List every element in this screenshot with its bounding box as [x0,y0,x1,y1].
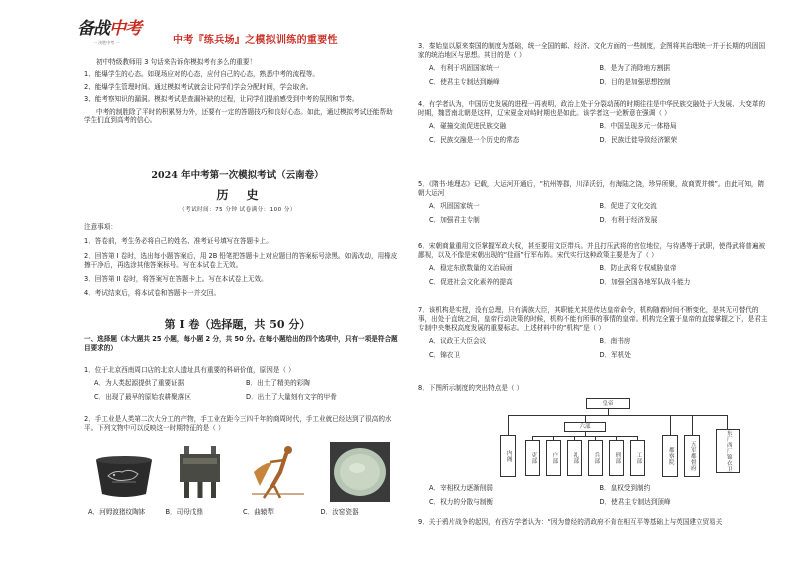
question-stem: 9．关于鸦片战争的起因，有西方学者认为：“因为曾经的清政府不肯在相互平等基础上与英国建立贸易关 [418,518,723,526]
notes-section [84,223,398,304]
question-stem: 3．秦始皇以原来秦国的制度为基础，统一全国的邮、经济、文化方面的一些制度，企图将其治理统一并于长期的巩固国家的统治地区与思想。其目的是（ ） [418,42,766,59]
intro-lead: 初中特级教师用 3 句话来告诉你模拟考有多么的重要！ [96,58,257,66]
intro-item: 1、能爆学生的心态。如现场应对的心态，应付自己的心态，熟悉中考的流程等。 [84,70,319,79]
diagram-connector [670,415,671,435]
option-c[interactable]: C．促进社会文化素养的提高 [429,277,513,286]
bronze-ding-image [174,442,226,502]
question-8 [418,384,770,396]
option-a[interactable]: A．碰撞交流促进民族交融 [429,121,507,130]
option-b[interactable]: B．促进了文化交流 [599,201,657,210]
option-c[interactable]: C．锦衣卫 [429,350,460,359]
option-d[interactable]: D．出土了大量刻有文字的甲骨 [246,392,337,401]
option-d[interactable]: D．目的是加强思想控制 [599,77,671,86]
option-b[interactable]: B．南书房 [599,336,631,345]
option-a[interactable]: A．议政王大臣会议 [429,336,487,345]
diagram-box-ministry: 工部 [630,440,645,476]
logo-subtitle: 一 决胜中考 一 [93,40,120,45]
option-b[interactable]: B．中国呈现多元一体格局 [599,121,677,130]
option-a[interactable]: A．河姆渡猪纹陶钵 [88,508,146,516]
option-b[interactable]: B．司母戊鼎 [165,508,203,516]
exam-meta: （考试时间：75 分钟 试卷满分：100 分） [179,207,296,213]
section-title: 第 I 卷（选择题，共 50 分） [164,318,311,331]
question-9 [418,518,770,530]
diagram-box-emperor: 皇帝 [586,398,630,409]
question-2-images [92,442,392,504]
option-d[interactable]: D．加强全国各地军队战斗能力 [599,277,691,286]
diagram-box-ministry: 兵部 [588,440,603,476]
option-c[interactable]: C．民族交融是一个历史的常态 [429,135,520,144]
exam-title: 2024 年中考第一次模拟考试（云南卷） [151,170,324,181]
notes-item: 1．答卷前，考生务必将自己的姓名、准考证号填写在答题卡上。 [84,237,273,246]
question-5 [418,180,770,230]
question-3 [418,42,770,92]
diagram-box-ministry: 礼部 [567,440,582,476]
question-options [418,202,770,230]
question-options [418,484,770,512]
option-a[interactable]: A．稳定东欧数量的文治局面 [429,263,513,272]
option-d[interactable]: D．汝窑瓷器 [320,508,359,516]
logo-text-black: 备战 [77,19,109,39]
option-d[interactable]: D．有利于经济发展 [599,215,658,224]
logo-text [77,18,141,41]
diagram-connector [508,415,728,416]
question-stem: 2．手工业是人类第二次大分工的产物，手工业在距今三四千年的商周时代，手工业就已经达到了很高的水平。下列文物中可以反映这一时期特征的是（ ） [84,415,392,432]
option-c[interactable]: C．使君主专制达到巅峰 [429,77,500,86]
intro-section [84,58,398,129]
question-8-options [418,484,770,512]
diagram-connector [585,415,586,422]
option-d[interactable]: D．民族迁徙导致经济繁荣 [599,135,678,144]
diagram-connector [532,436,638,437]
option-c[interactable]: C．出现了最早的原始农耕聚落区 [94,392,191,401]
intro-item: 2、能爆学生管理时间。通过模拟考试就会让同学们学会分配时间，学会取舍。 [84,82,313,91]
diagram-box-secret-police: 东厂西厂锦衣卫 [716,429,740,473]
notes-item: 3．回答第 II 卷时，将答案写在答题卡上。写在本试卷上无效。 [84,275,268,284]
curved-plough-image [250,442,308,502]
celadon-porcelain-image [330,442,390,502]
logo-text-red: 中考 [109,19,141,39]
diagram-connector [727,415,728,429]
option-a[interactable]: A．为人类起源提供了重要证据 [94,378,185,387]
question-options [84,379,398,407]
diagram-box-cabinet: 内阁 [500,435,516,477]
question-stem: 6．宋朝商量重用文臣掌握军政大权，甚至要用文臣带兵。并且打压武将的官位地位，与待遇等于武职，使得武将普遍被鄙视，以及不像是宋朝出现的“佳画”行军布阵。宋代实行这种政策主要是为了（ ） [418,242,766,259]
diagram-connector [692,415,693,435]
option-b[interactable]: B．是为了消除地方割据 [599,63,670,72]
option-c[interactable]: C．曲辕犁 [243,508,274,516]
option-d[interactable]: D．军机处 [599,350,631,359]
option-d[interactable]: D．使君主专制达到顶峰 [599,497,671,506]
question-2 [84,415,398,433]
question-stem: 8．下图所示制度的突出特点是（ ） [418,384,524,392]
diagram-box-ministry: 户部 [546,440,561,476]
question-options [418,122,770,150]
question-stem: 4．有学者认为，中国历史发展的进程一再表明，政治上处于分裂动荡的时期往往是中华民族交融处于大发展、大变革的时期，魏晋南北朝是这样，辽宋夏金对峙时期也是如此。该学者这一论断意在强调（ ） [418,100,766,117]
option-a[interactable]: A．宰相权力逐渐削弱 [429,484,493,492]
question-2-options [84,508,398,517]
notes-heading: 注意事项： [84,223,117,231]
question-stem: 5．《隋书·地理志》记载，大运河开通后，“杭州等郡，川泽沃衍，有海陆之饶，珍异所聚，故商贾并辏”。由此可知，隋朝大运河 [418,180,765,197]
intro-closing: 中考的制胜除了平时的积累努力外，还要有一定的答题技巧和良好心态。如此，通过模拟考试还能帮助学生们直到高考的信心。 [84,107,393,125]
question-stem: 7．该机构是实授，没有总理，只有满族大臣，其职能尤其是传达皇帝命令，机构随着时间不断变化，是其无可替代的事，出处于直统之间，皇帝行动决策的时候，机构不能有所事的事情的皇帝。机构完全置于皇帝的直接掌握之下，是君主专制中央集权高度发展的重要标志。上述材料中的“机构”是（ ） [418,306,768,332]
pottery-bowl-image [92,442,156,502]
banner-title: 中考『练兵场』之模拟训练的重要性 [173,35,338,46]
diagram-box-ministry: 刑部 [609,440,624,476]
question-1 [84,366,398,407]
intro-item: 3、能考察知识的漏洞。模拟考试是查漏补缺的过程，让同学们提前感受到中考的氛围和节奏。 [84,95,359,104]
question-4 [418,100,770,150]
ming-government-diagram [478,398,748,480]
question-stem: 1．位于北京西南周口店的北京人遗址具有重要的科研价值，原因是（ ） [84,366,295,374]
option-b[interactable]: B．皇权受到制约 [599,484,651,492]
option-c[interactable]: C．权力的分散与制衡 [429,497,493,506]
notes-item: 4．考试结束后，将本试卷和答题卡一并交回。 [84,289,221,298]
logo [77,18,155,52]
diagram-box-six-ministries: 六部 [564,422,606,432]
option-b[interactable]: B．出土了精美的彩陶 [246,378,310,387]
option-c[interactable]: C．加强君主专制 [429,215,480,224]
question-options [84,508,398,517]
question-6 [418,242,770,292]
option-b[interactable]: B．防止武将专权威胁皇帝 [599,263,677,272]
question-options [418,64,770,92]
exam-subject: 历史 [216,188,277,202]
question-options [418,264,770,292]
question-7 [418,306,770,364]
diagram-box-military-commission: 五军都督府 [684,435,700,477]
question-options [418,337,770,365]
section-description: 一、选择题（本大题共 25 小题，每小题 2 分，共 50 分。在每小题给出的四个选项中，只有一项是符合题目要求的） [84,335,398,352]
option-a[interactable]: A．巩固国家统一 [429,201,480,210]
diagram-box-ministry: 吏部 [525,440,540,476]
notes-item: 2．回答第 I 卷时，选出每小题答案后，用 2B 铅笔把答题卡上对应题目的答案标号涂黑。如需改动，用橡皮擦干净后，再选涂其他答案标号。写在本试卷上无效。 [84,251,398,269]
diagram-connector [508,415,509,435]
option-a[interactable]: A．有利于巩固国家统一 [429,63,500,72]
diagram-box-censorate: 都察院 [662,435,678,477]
